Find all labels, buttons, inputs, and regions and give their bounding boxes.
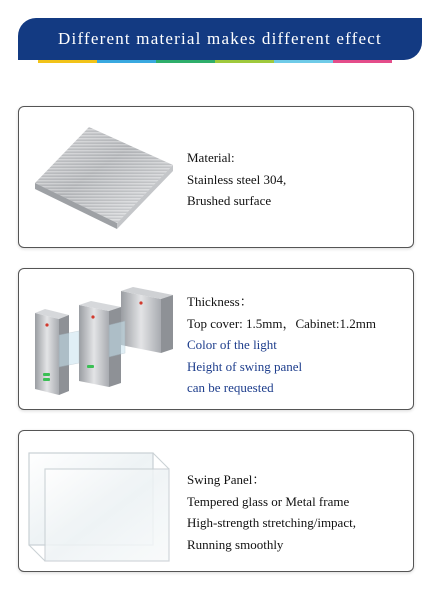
thickness-values: Top cover: 1.5mm，Cabinet:1.2mm [187, 315, 377, 331]
stripe-segment [97, 60, 156, 63]
panel-height-note: Height of swing panel [187, 358, 303, 374]
page-title: Different material makes different effect [58, 29, 382, 48]
light-color-note: Color of the light [187, 337, 277, 352]
stripe-segment [215, 60, 274, 63]
swing-panel-card [18, 430, 414, 572]
material-surface: Brushed surface [187, 193, 272, 208]
brushed-steel-plate-image [27, 123, 177, 233]
material-label: Material: [187, 150, 235, 165]
thickness-label: Thickness： [187, 294, 253, 309]
header-banner [18, 18, 422, 60]
thickness-card [18, 268, 414, 410]
stripe-segment [38, 60, 97, 63]
material-grade: Stainless steel 304, [187, 171, 287, 187]
swing-panel-description [187, 469, 356, 555]
stripe-segment [333, 60, 392, 63]
panel-strength: High-strength stretching/impact, [187, 515, 356, 530]
stripe-segment [274, 60, 333, 63]
request-note: can be requested [187, 380, 274, 395]
glass-panel-image [25, 443, 175, 565]
stripe-segment [156, 60, 215, 63]
material-description [187, 147, 286, 212]
swing-turnstile-gates-image [25, 283, 185, 399]
thickness-description [187, 291, 376, 399]
color-stripe [38, 60, 392, 63]
material-card [18, 106, 414, 248]
panel-operation: Running smoothly [187, 536, 284, 552]
panel-material: Tempered glass or Metal frame [187, 493, 350, 509]
swing-panel-label: Swing Panel： [187, 472, 266, 487]
